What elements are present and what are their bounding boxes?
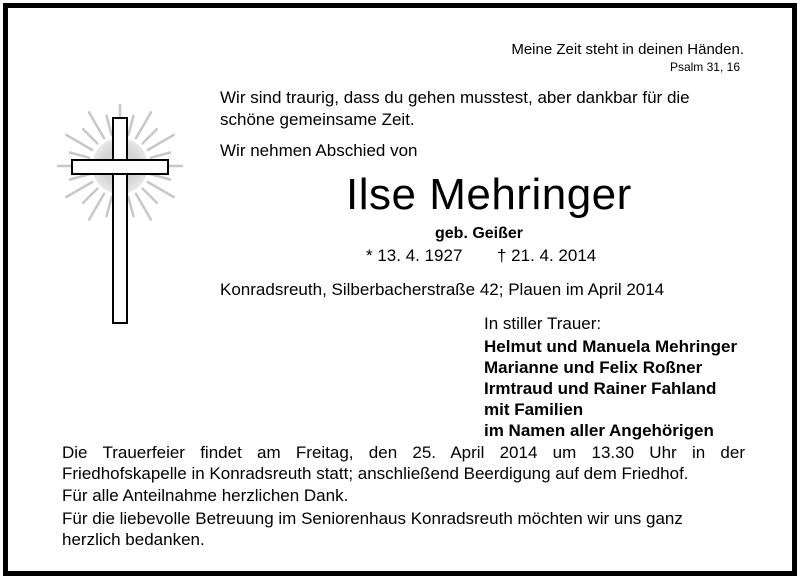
- sun-ray: [151, 153, 170, 158]
- birth-date: * 13. 4. 1927: [366, 246, 463, 265]
- sun-ray: [70, 174, 89, 179]
- sun-ray: [136, 112, 151, 138]
- sun-ray: [107, 116, 112, 135]
- mourner-line: im Namen aller Angehörigen: [484, 421, 714, 440]
- funeral-info: Die Trauerfeier findet am Freitag, den 25. April 2014 um 13.30 Uhr in der Friedhofskapelle in Konradsreuth statt; anschließend Beerdigung auf dem Friedhof.: [62, 443, 745, 483]
- obituary-notice: [3, 3, 797, 576]
- sun-ray: [83, 189, 97, 203]
- place-date: Konradsreuth, Silberbacherstraße 42; Plauen im April 2014: [220, 280, 665, 299]
- farewell-text: Wir nehmen Abschied von: [220, 141, 418, 160]
- sun-ray: [89, 112, 104, 138]
- sun-ray: [89, 194, 104, 220]
- mourner-line: Irmtraud und Rainer Fahland: [484, 379, 717, 398]
- sun-ray: [128, 197, 133, 216]
- mourner-line: Helmut und Manuela Mehringer: [484, 337, 738, 356]
- death-date: † 21. 4. 2014: [497, 246, 597, 265]
- sun-ray: [70, 153, 89, 158]
- motto-source: Psalm 31, 16: [669, 60, 740, 74]
- mourners-list: [484, 336, 737, 441]
- motto-quote: Meine Zeit steht in deinen Händen.: [511, 41, 744, 58]
- deceased-name: Ilse Mehringer: [346, 170, 632, 219]
- sun-ray: [66, 135, 92, 150]
- thanks-text: Für alle Anteilnahme herzlichen Dank.: [62, 486, 349, 505]
- mourning-label: In stiller Trauer:: [484, 314, 602, 333]
- sun-ray: [83, 129, 97, 143]
- mourner-line: mit Familien: [484, 400, 584, 419]
- birth-name: geb. Geißer: [435, 225, 524, 242]
- care-thanks-text: Für die liebevolle Betreuung im Seniorenhaus Konradsreuth möchten wir uns ganz herzlich bedanken.: [62, 509, 683, 549]
- sun-ray: [128, 116, 133, 135]
- cross-icon: [72, 118, 168, 323]
- sun-ray: [136, 194, 151, 220]
- sun-ray: [148, 182, 174, 197]
- sun-ray: [107, 197, 112, 216]
- mourner-line: Marianne und Felix Roßner: [484, 358, 703, 377]
- sun-ray: [66, 182, 92, 197]
- sun-ray: [148, 135, 174, 150]
- cross-emblem: [56, 104, 196, 339]
- sun-rays-icon: [56, 104, 196, 334]
- sun-ray: [143, 189, 157, 203]
- opening-text: Wir sind traurig, dass du gehen musstest, aber dankbar für die schöne gemeinsame Zeit.: [220, 88, 690, 129]
- sun-ray: [143, 129, 157, 143]
- sun-ray: [151, 174, 170, 179]
